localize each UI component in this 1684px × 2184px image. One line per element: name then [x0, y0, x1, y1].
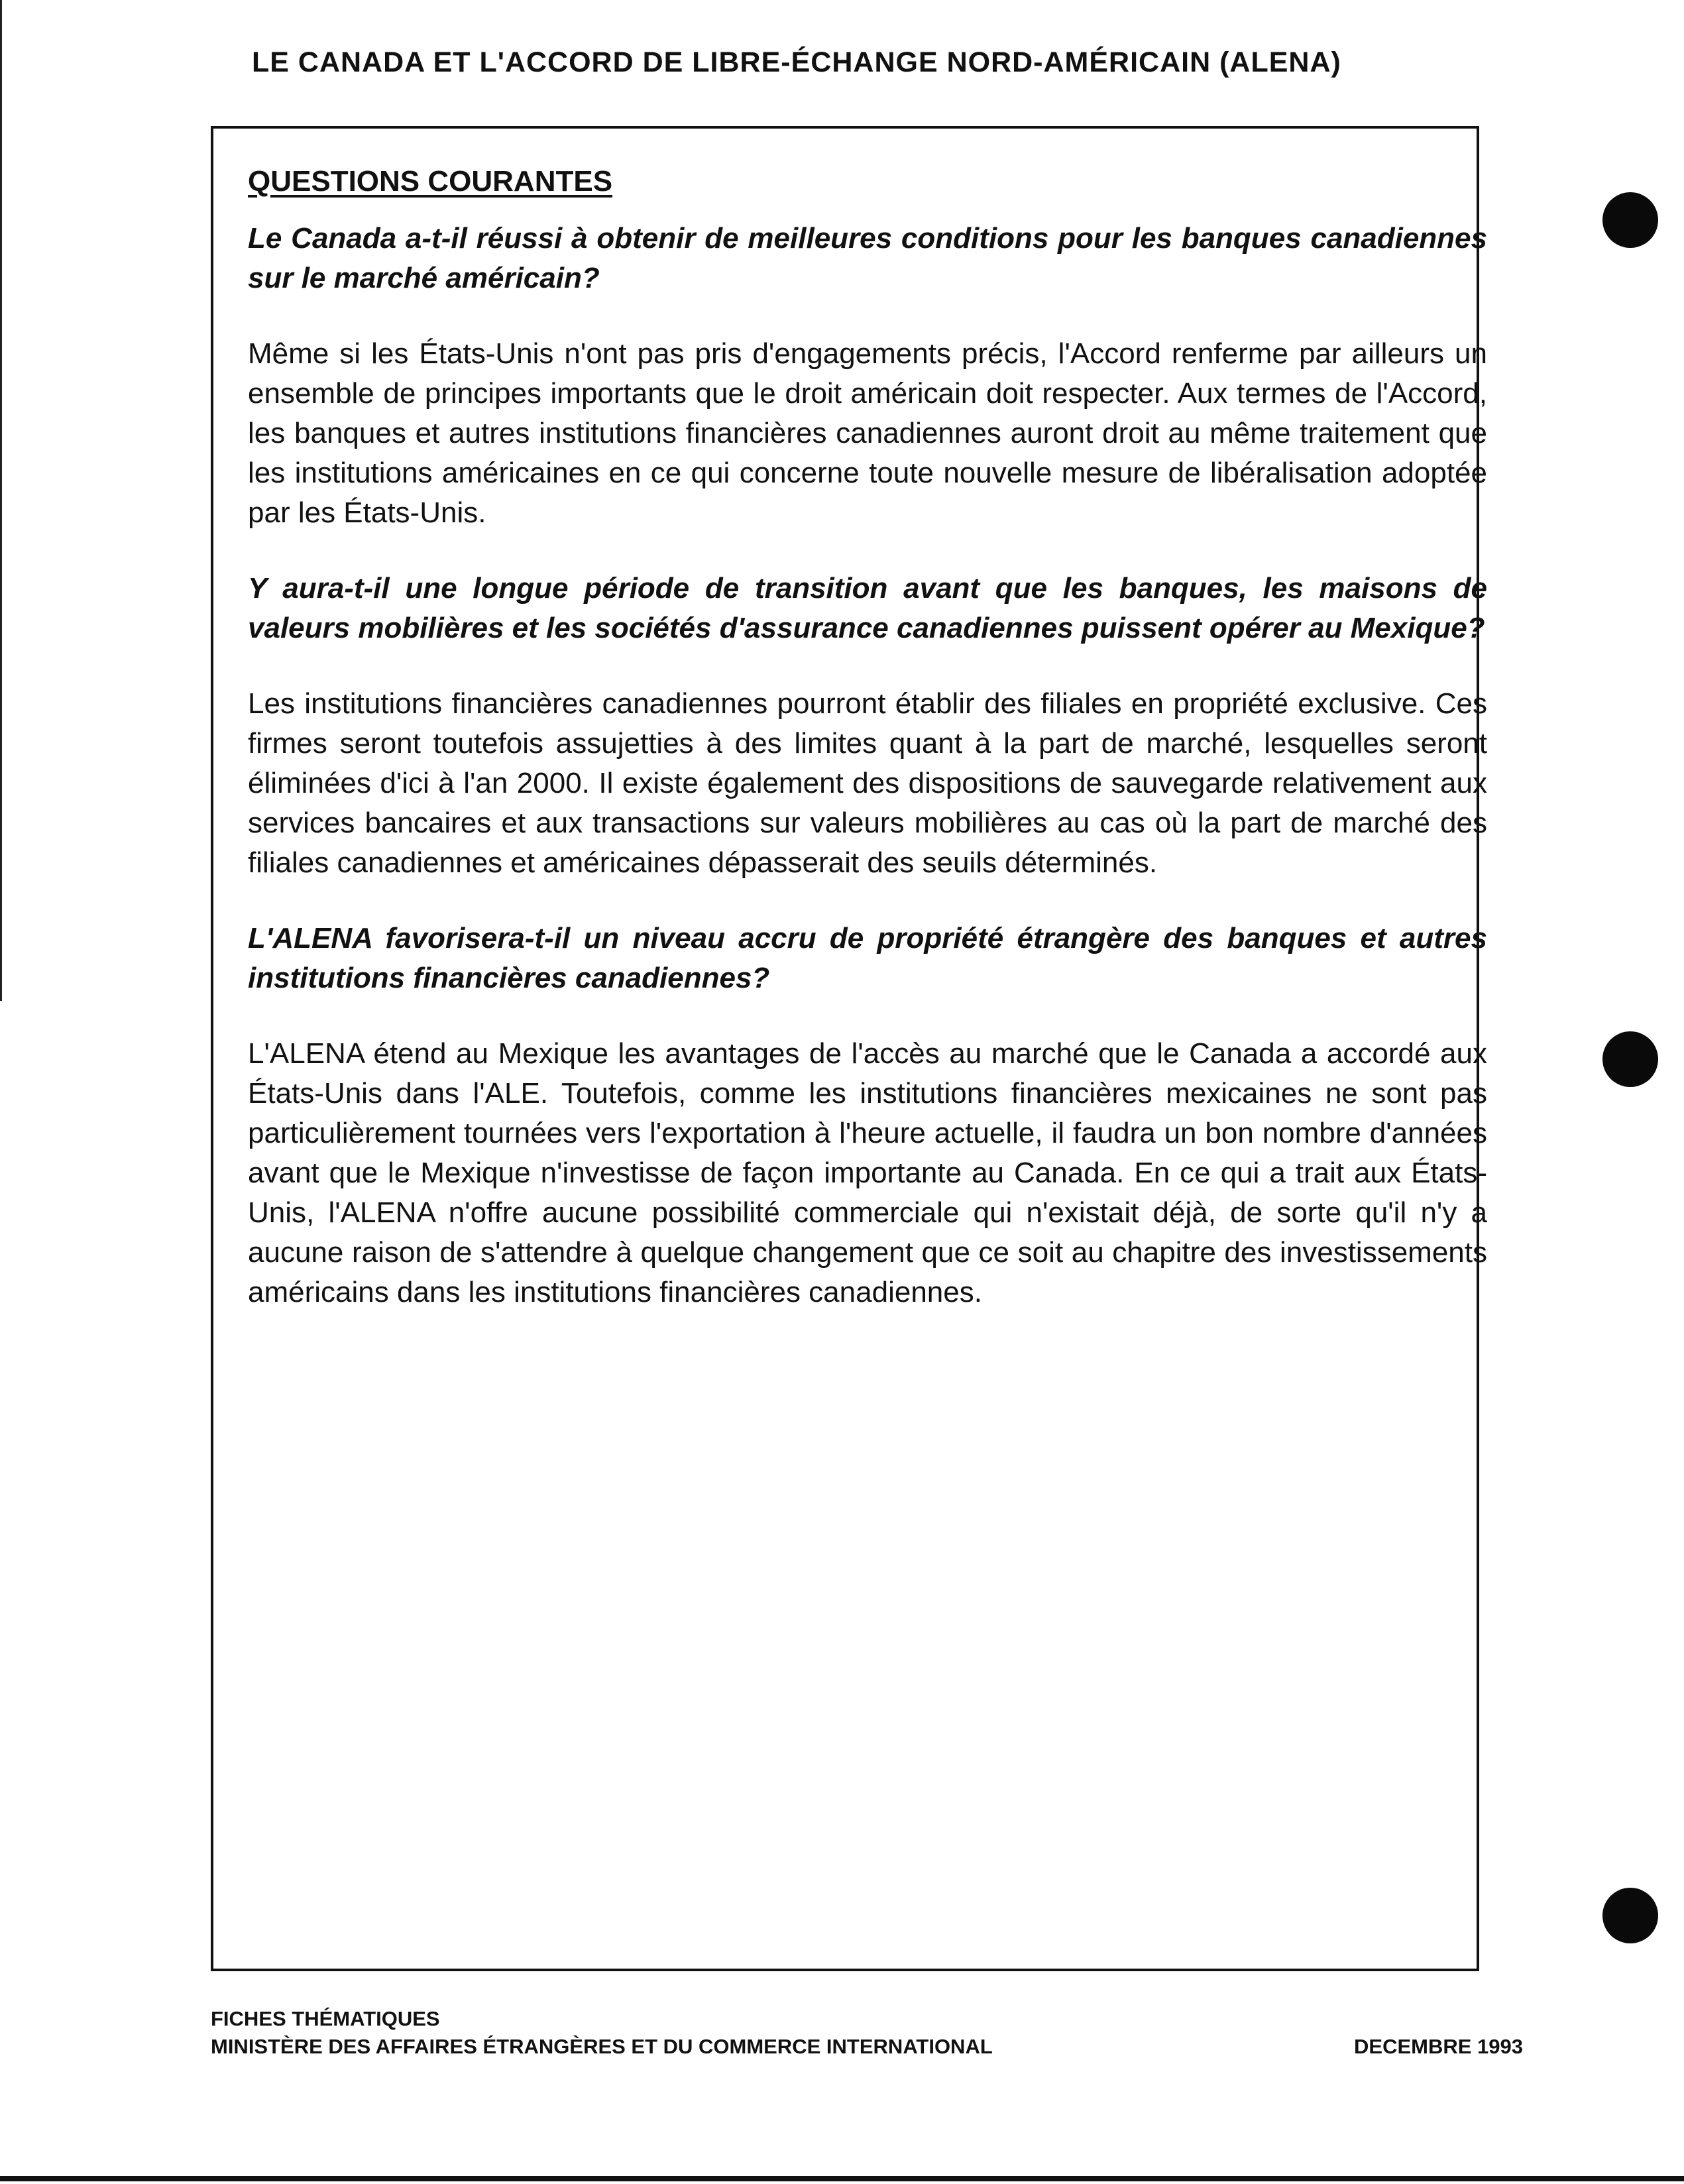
- scan-bottom-edge: [0, 2176, 1684, 2181]
- question-1: Le Canada a-t-il réussi à obtenir de meilleures conditions pour les banques canadiennes sur le marché américain?: [248, 222, 1487, 294]
- page-title: LE CANADA ET L'ACCORD DE LIBRE-ÉCHANGE NORD-AMÉRICAIN (ALENA): [252, 46, 1341, 78]
- answer-1: Même si les États-Unis n'ont pas pris d'engagements précis, l'Accord renferme par ailleurs un ensemble de principes importants que le droit américain doit respecter. Aux termes de l'Accord, les banques et autres institutions financières canadiennes auront droit au même traitement que les institutions américaines en ce qui concerne toute nouvelle mesure de libéralisation adoptée par les États-Unis.: [248, 337, 1487, 529]
- content-body: [248, 162, 1487, 1348]
- punch-hole-bottom: [1602, 1888, 1658, 1943]
- section-heading: QUESTIONS COURANTES: [248, 165, 613, 198]
- page-footer: [211, 2005, 1523, 2061]
- punch-hole-top: [1602, 192, 1658, 248]
- footer-date: DECEMBRE 1993: [1354, 2035, 1523, 2058]
- question-3: L'ALENA favorisera-t-il un niveau accru de propriété étrangère des banques et autres institutions financières canadiennes?: [248, 922, 1487, 994]
- scan-left-edge: [0, 0, 2, 1001]
- answer-2: Les institutions financières canadiennes pourront établir des filiales en propriété exclusive. Ces firmes seront toutefois assujetties à des limites quant à la part de marché, lesquelles seront éliminées d'ici à l'an 2000. Il existe également des dispositions de sauvegarde relativement aux services bancaires et aux transactions sur valeurs mobilières au cas où la part de marché des filiales canadiennes et américaines dépasserait des seuils déterminés.: [248, 687, 1487, 879]
- answer-3: L'ALENA étend au Mexique les avantages de l'accès au marché que le Canada a accordé aux États-Unis dans l'ALE. Toutefois, comme les institutions financières mexicaines ne sont pas particulièrement tournées vers l'exportation à l'heure actuelle, il faudra un bon nombre d'années avant que le Mexique n'investisse de façon importante au Canada. En ce qui a trait aux États-Unis, l'ALENA n'offre aucune possibilité commerciale qui n'existait déjà, de sorte qu'il n'y a aucune raison de s'attendre à quelque changement que ce soit au chapitre des investissements américains dans les institutions financières canadiennes.: [248, 1037, 1487, 1308]
- content-box: [211, 126, 1487, 1971]
- question-2: Y aura-t-il une longue période de transition avant que les banques, les maisons de valeurs mobilières et les sociétés d'assurance canadiennes puissent opérer au Mexique?: [248, 572, 1487, 644]
- footer-series: FICHES THÉMATIQUES: [211, 2007, 440, 2030]
- punch-hole-middle: [1602, 1031, 1658, 1087]
- footer-ministry: MINISTÈRE DES AFFAIRES ÉTRANGÈRES ET DU COMMERCE INTERNATIONAL: [211, 2035, 993, 2058]
